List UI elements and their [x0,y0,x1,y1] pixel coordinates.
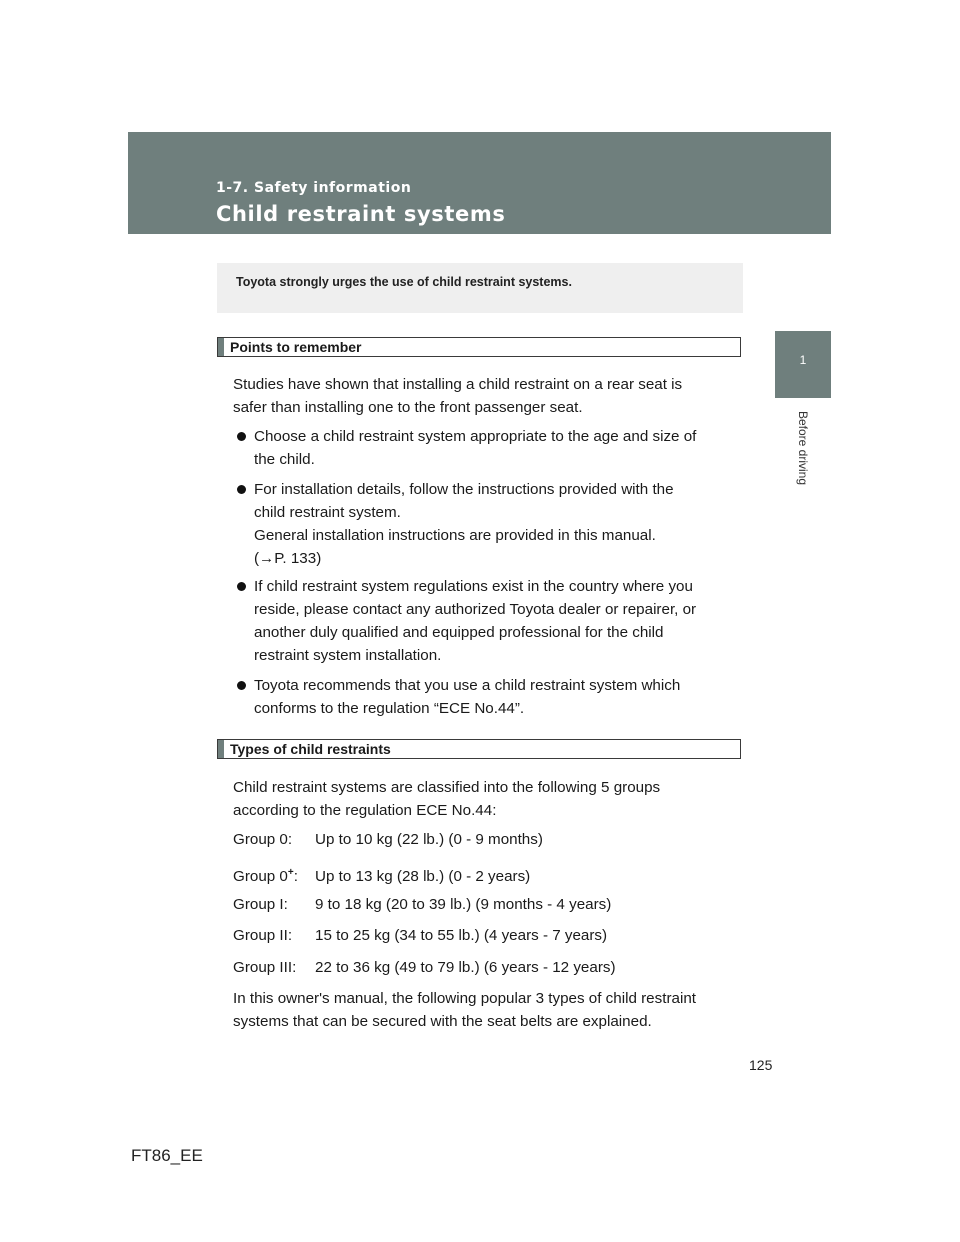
group-superscript: + [287,867,294,878]
bullet-dot-icon [237,681,246,690]
group-description: 15 to 25 kg (34 to 55 lb.) (4 years - 7 years) [315,927,608,944]
heading-accent [218,740,224,758]
section-heading-label: Types of child restraints [230,741,391,757]
chapter-header [128,132,831,234]
text-line: Choose a child restraint system appropriate to the age and size of [254,428,697,445]
intro-text: Toyota strongly urges the use of child restraint systems. [236,275,572,289]
bullet-item [237,575,739,667]
group-row [233,830,543,850]
text-line: conforms to the regulation “ECE No.44”. [254,700,525,717]
bullet-item [237,425,739,471]
text-line: If child restraint system regulations exist in the country where you [254,578,693,595]
text-line: For installation details, follow the instructions provided with the [254,481,674,498]
bullet-text [254,674,739,720]
chapter-number: 1 [799,353,807,367]
group-row [233,926,607,946]
text-line: the child. [254,451,315,468]
bullet-dot-icon [237,485,246,494]
bullet-dot-icon [237,432,246,441]
bullet-dot-icon [237,582,246,591]
text-line: another duly qualified and equipped professional for the child [254,624,664,641]
section-label: 1-7. Safety information [216,180,412,196]
bullet-item [237,674,739,720]
group-description: 22 to 36 kg (49 to 79 lb.) (6 years - 12 years) [315,959,616,976]
points-paragraph [233,373,741,419]
text-line: Toyota recommends that you use a child restraint system which [254,677,681,694]
group-row [233,895,611,915]
text-line: restraint system installation. [254,647,442,664]
group-name: Group 0: [233,831,293,848]
section-heading-label: Points to remember [230,339,362,355]
group-name: Group 0+: [233,867,298,886]
intro-box [217,263,743,313]
text-line: reside, please contact any authorized Toyota dealer or repairer, or [254,601,697,618]
group-description: 9 to 18 kg (20 to 39 lb.) (9 months - 4 years) [315,896,612,913]
text-line: safer than installing one to the front passenger seat. [233,399,583,416]
bullet-text [254,575,739,667]
types-paragraph [233,776,741,822]
page-title: Child restraint systems [216,202,506,226]
page-number: 125 [749,1057,773,1073]
group-description: Up to 13 kg (28 lb.) (0 - 2 years) [315,868,531,886]
group-row [233,863,530,887]
closing-paragraph [233,987,741,1033]
text-line: General installation instructions are provided in this manual. [254,527,656,544]
bullet-item [237,478,739,570]
section-heading-points [217,337,741,357]
group-row [233,958,616,978]
chapter-tab [775,331,831,398]
text-line: according to the regulation ECE No.44: [233,802,497,819]
text-line: systems that can be secured with the seat belts are explained. [233,1013,652,1030]
text-line: Child restraint systems are classified into the following 5 groups [233,779,661,796]
text-line: child restraint system. [254,504,401,521]
chapter-label: Before driving [796,410,810,486]
heading-accent [218,338,224,356]
group-description: Up to 10 kg (22 lb.) (0 - 9 months) [315,831,543,848]
document-code: FT86_EE [131,1146,203,1165]
text-line: Studies have shown that installing a child restraint on a rear seat is [233,376,683,393]
bullet-text [254,425,739,471]
section-heading-types [217,739,741,759]
group-name: Group I: [233,896,288,913]
text-line: In this owner's manual, the following popular 3 types of child restraint [233,990,696,1007]
group-name: Group III: [233,959,297,976]
bullet-text [254,478,739,570]
group-name-text: Group 0 [233,868,288,886]
page-reference: (→P. 133) [254,550,322,567]
group-name: Group II: [233,927,293,944]
